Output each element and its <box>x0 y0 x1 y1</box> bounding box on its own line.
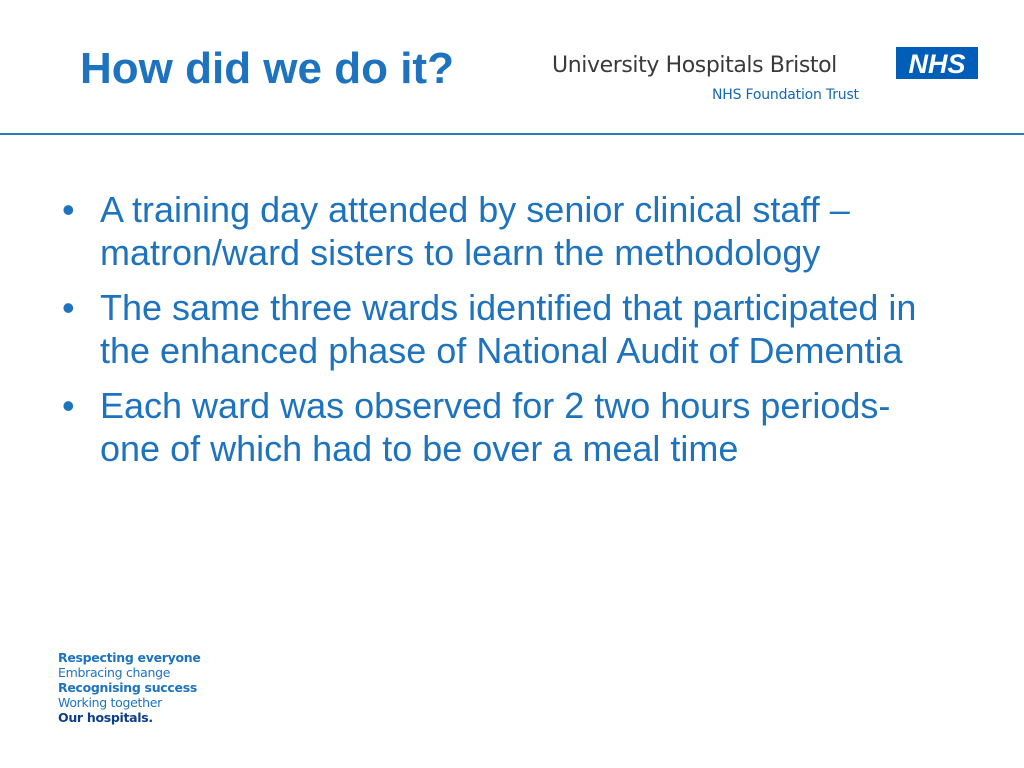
nhs-logo-text: NHS <box>908 49 966 79</box>
value-line: Respecting everyone <box>58 650 201 665</box>
org-subtitle: NHS Foundation Trust <box>712 87 859 103</box>
org-name: University Hospitals Bristol <box>552 53 837 78</box>
value-line: Recognising success <box>58 680 197 695</box>
bullet-item <box>60 188 950 274</box>
bullet-text: Each ward was observed for 2 two hours periods- one of which had to be over a meal time <box>100 385 891 469</box>
bullet-marker: • <box>62 385 75 426</box>
trust-values <box>58 650 201 725</box>
bullet-item <box>60 286 950 372</box>
value-line: Our hospitals. <box>58 710 153 725</box>
value-line: Embracing change <box>58 665 171 680</box>
bullet-text: The same three wards identified that participated in the enhanced phase of National Audit of Dementia <box>100 287 917 371</box>
nhs-logo <box>896 47 978 79</box>
slide-title: How did we do it? <box>80 44 454 93</box>
value-line: Working together <box>58 695 162 710</box>
bullet-list <box>60 188 950 482</box>
header-divider <box>0 133 1024 135</box>
bullet-marker: • <box>62 189 75 230</box>
bullet-marker: • <box>62 287 75 328</box>
bullet-text: A training day attended by senior clinical staff – matron/ward sisters to learn the methodology <box>100 189 850 273</box>
bullet-item <box>60 384 950 470</box>
